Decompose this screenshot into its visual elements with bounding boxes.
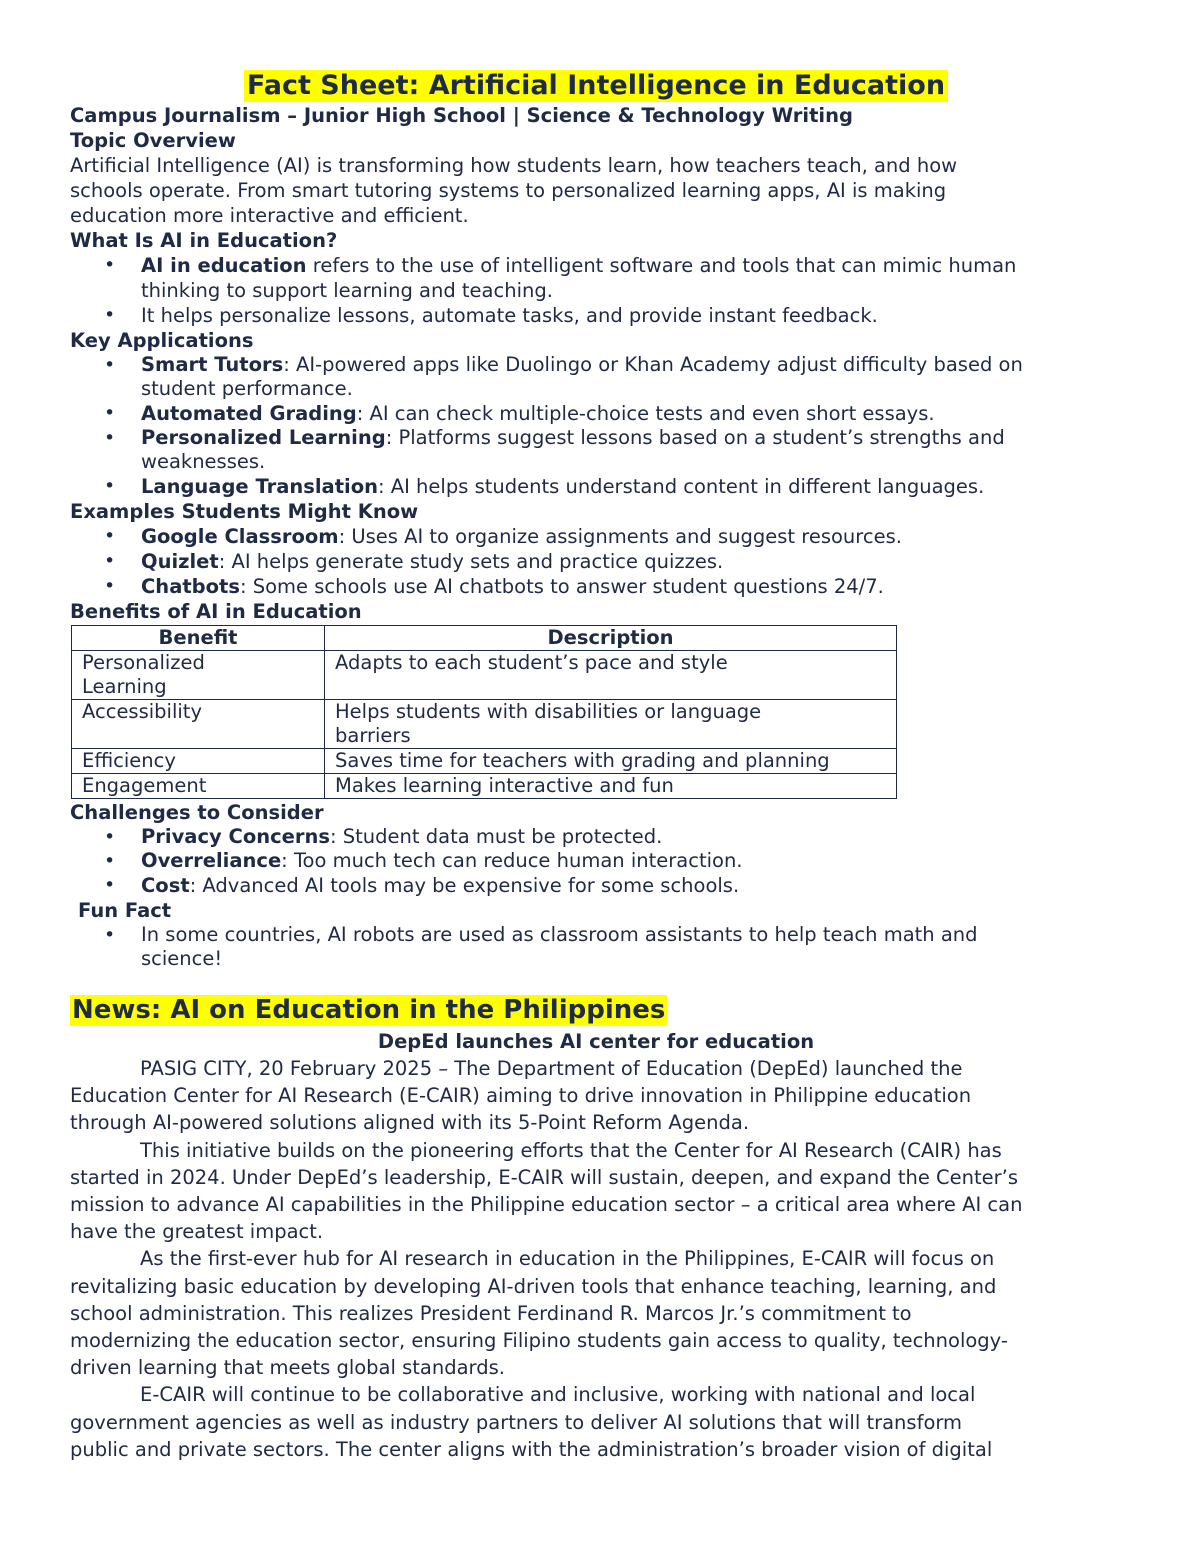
item-text: : AI helps students understand content in different languages. — [378, 475, 985, 498]
cell-text: Accessibility — [82, 700, 202, 723]
news-section — [70, 995, 1122, 1463]
overview-line: schools operate. From smart tutoring systems to personalized learning apps, AI is making — [70, 179, 947, 202]
cell-text: Engagement — [82, 774, 207, 797]
news-paragraph — [70, 1381, 1122, 1463]
item-text: In some countries, AI robots are used as classroom assistants to help teach math and — [141, 923, 978, 946]
paragraph-line: started in 2024. Under DepEd’s leadership, E-CAIR will sustain, deepen, and expand the Center’s — [70, 1165, 1019, 1189]
item-text: refers to the use of intelligent software and tools that can mimic human — [306, 254, 1017, 277]
item-text: : Platforms suggest lessons based on a student’s strengths and — [385, 426, 1005, 449]
paragraph-line: E-CAIR will continue to be collaborative and inclusive, working with national and local — [140, 1383, 976, 1407]
table-cell — [325, 774, 897, 799]
list-item — [104, 353, 1122, 401]
challenges-list — [70, 825, 1122, 898]
item-text: : Too much tech can reduce human interaction. — [281, 849, 743, 872]
bullet-icon: • — [104, 427, 116, 449]
cell-text: Makes learning interactive and fun — [335, 774, 674, 797]
cell-text: Saves time for teachers with grading and planning — [335, 749, 830, 772]
page-title: Fact Sheet: Artificial Intelligence in Education — [244, 70, 948, 102]
item-term: AI in education — [141, 254, 307, 277]
item-text: : AI-powered apps like Duolingo or Khan Academy adjust difficulty based on — [283, 353, 1023, 376]
item-text: It helps personalize lessons, automate tasks, and provide instant feedback. — [141, 304, 878, 327]
column-header: Benefit — [72, 626, 325, 651]
list-item — [104, 253, 1122, 303]
item-text: thinking to support learning and teaching. — [141, 279, 553, 302]
table-row — [72, 749, 897, 774]
overview-line: education more interactive and efficient. — [70, 204, 469, 227]
list-item — [104, 524, 1122, 549]
paragraph-line: Education Center for AI Research (E-CAIR) aiming to drive innovation in Philippine education — [70, 1084, 972, 1108]
paragraph-line: through AI-powered solutions aligned with its 5-Point Reform Agenda. — [70, 1111, 750, 1135]
list-item — [104, 849, 1122, 873]
overview-heading: Topic Overview — [70, 129, 236, 152]
cell-text: Helps students with disabilities or language — [335, 700, 762, 723]
paragraph-line: PASIG CITY, 20 February 2025 – The Department of Education (DepEd) launched the — [140, 1057, 963, 1080]
list-item — [104, 825, 1122, 849]
item-text: : Student data must be protected. — [330, 825, 663, 848]
cell-text: Efficiency — [82, 749, 176, 772]
news-paragraph — [70, 1137, 1122, 1246]
item-term: Google Classroom — [141, 525, 339, 548]
item-text: weaknesses. — [141, 450, 266, 473]
table-header-row — [72, 626, 897, 651]
item-term: Privacy Concerns — [141, 825, 331, 848]
examples-list — [70, 524, 1122, 599]
subtitle: Campus Journalism – Junior High School | Science & Technology Writing — [70, 104, 853, 127]
paragraph-line: have the greatest impact. — [70, 1220, 324, 1244]
examples-heading: Examples Students Might Know — [70, 500, 419, 523]
list-item — [104, 474, 1122, 499]
table-row — [72, 651, 897, 700]
table-row — [72, 774, 897, 799]
bullet-icon: • — [104, 402, 116, 424]
list-item — [104, 426, 1122, 474]
list-item — [104, 923, 1122, 971]
bullet-icon: • — [104, 475, 116, 497]
item-term: Chatbots — [141, 575, 240, 598]
list-item — [104, 574, 1122, 599]
bullet-icon: • — [104, 826, 116, 848]
funfact-heading: Fun Fact — [78, 899, 172, 922]
column-header: Description — [325, 626, 897, 651]
item-text: : Some schools use AI chatbots to answer student questions 24/7. — [239, 575, 884, 598]
title-wrap — [70, 70, 1122, 102]
bullet-icon: • — [104, 254, 116, 276]
funfact-list — [70, 923, 1122, 971]
table-cell — [72, 749, 325, 774]
item-text: : AI helps generate study sets and practice quizzes. — [218, 550, 724, 573]
paragraph-line: modernizing the education sector, ensuring Filipino students gain access to quality, technology- — [70, 1329, 1008, 1353]
table-cell — [325, 651, 897, 700]
what-heading: What Is AI in Education? — [70, 229, 338, 252]
item-term: Personalized Learning — [141, 426, 386, 449]
overview-line: Artificial Intelligence (AI) is transforming how students learn, how teachers teach, and how — [70, 154, 958, 177]
paragraph-line: mission to advance AI capabilities in the Philippine education sector – a critical area where AI can — [70, 1193, 1023, 1217]
item-term: Cost — [141, 874, 190, 897]
item-text: : AI can check multiple-choice tests and even short essays. — [356, 402, 935, 425]
table-cell — [325, 749, 897, 774]
bullet-icon: • — [104, 525, 116, 547]
item-term: Language Translation — [141, 475, 378, 498]
what-list — [70, 253, 1122, 328]
item-text: student performance. — [141, 377, 353, 400]
challenges-heading: Challenges to Consider — [70, 801, 324, 824]
benefits-table — [71, 625, 897, 799]
apps-list — [70, 353, 1122, 499]
paragraph-line: driven learning that meets global standards. — [70, 1356, 505, 1380]
bullet-icon: • — [104, 924, 116, 946]
paragraph-line: As the first-ever hub for AI research in education in the Philippines, E-CAIR will focus on — [140, 1247, 995, 1271]
apps-heading: Key Applications — [70, 329, 254, 352]
item-text: : Advanced AI tools may be expensive for some schools. — [189, 874, 740, 897]
cell-text: Personalized — [82, 651, 205, 674]
bullet-icon: • — [104, 354, 116, 376]
list-item — [104, 303, 1122, 328]
paragraph-line: government agencies as well as industry partners to deliver AI solutions that will transform — [70, 1410, 963, 1434]
paragraph-line: This initiative builds on the pioneering efforts that the Center for AI Research (CAIR) has — [140, 1138, 1002, 1162]
item-term: Automated Grading — [141, 402, 357, 425]
table-row — [72, 700, 897, 749]
bullet-icon: • — [104, 550, 116, 572]
list-item — [104, 549, 1122, 574]
list-item — [104, 401, 1122, 426]
benefits-heading: Benefits of AI in Education — [70, 600, 362, 623]
news-headline: DepEd launches AI center for education — [377, 1030, 815, 1053]
item-term: Overreliance — [141, 849, 282, 872]
list-item — [104, 873, 1122, 898]
item-term: Quizlet — [141, 550, 219, 573]
bullet-icon: • — [104, 850, 116, 872]
table-cell — [72, 774, 325, 799]
news-paragraph — [70, 1245, 1122, 1381]
table-cell — [325, 700, 897, 749]
table-cell — [72, 651, 325, 700]
item-text: : Uses AI to organize assignments and suggest resources. — [338, 525, 902, 548]
bullet-icon: • — [104, 304, 116, 326]
cell-text: barriers — [335, 724, 411, 747]
news-title: News: AI on Education in the Philippines — [72, 995, 666, 1025]
table-cell — [72, 700, 325, 749]
cell-text: Adapts to each student’s pace and style — [335, 651, 728, 674]
cell-text: Learning — [82, 675, 167, 698]
bullet-icon: • — [104, 575, 116, 597]
paragraph-line: school administration. This realizes President Ferdinand R. Marcos Jr.’s commitment to — [70, 1301, 912, 1325]
item-term: Smart Tutors — [141, 353, 284, 376]
paragraph-line: revitalizing basic education by developing AI-driven tools that enhance teaching, learning, and — [70, 1274, 997, 1298]
paragraph-line: public and private sectors. The center aligns with the administration’s broader vision of digital — [70, 1437, 993, 1461]
item-text: science! — [141, 947, 223, 970]
bullet-icon: • — [104, 874, 116, 896]
news-paragraph — [70, 1055, 1122, 1137]
